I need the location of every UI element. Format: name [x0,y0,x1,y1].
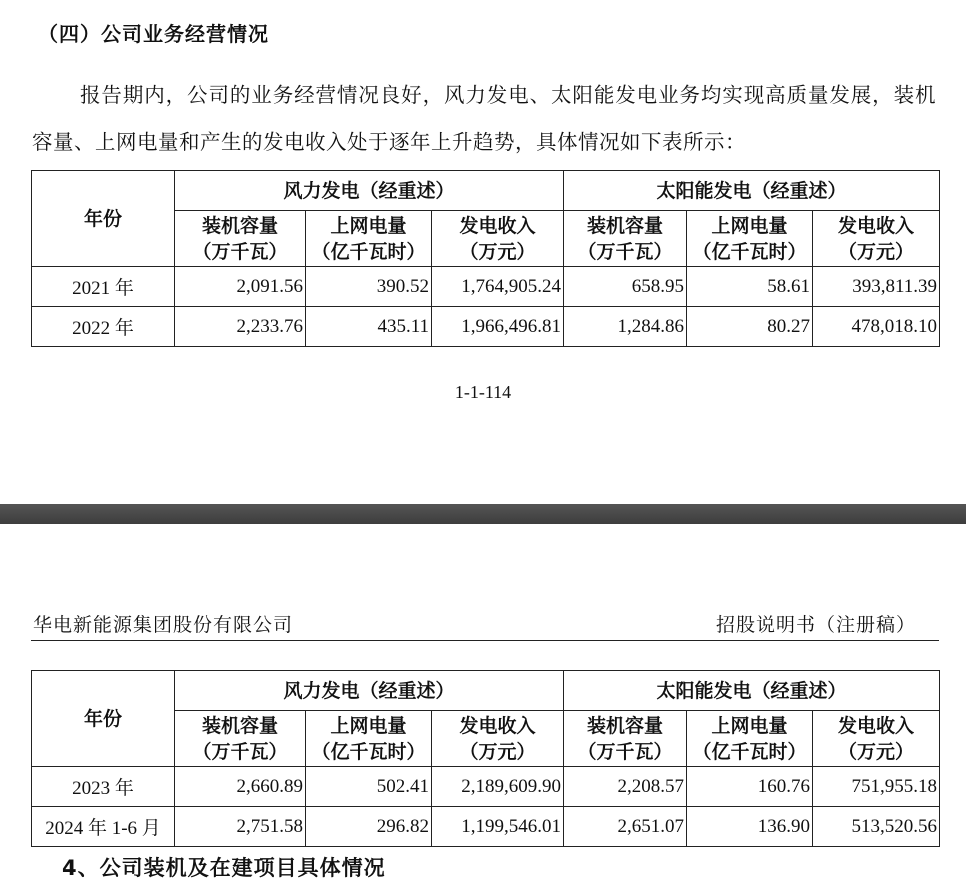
business-table-2023-2024 [31,670,940,847]
wind-grid-cell: 390.52 [306,267,432,307]
wind-capacity-cell: 2,091.56 [175,267,306,307]
solar-grid-cell: 160.76 [687,767,813,807]
solar-revenue-cell: 513,520.56 [813,807,940,847]
solar-grid-cell: 136.90 [687,807,813,847]
wind-power-header: 风力发电（经重述） [175,671,564,711]
wind-grid-cell: 502.41 [306,767,432,807]
wind-revenue-cell: 1,764,905.24 [432,267,564,307]
page-number: 1-1-114 [454,382,512,402]
solar-capacity-cell: 1,284.86 [564,307,687,347]
solar-revenue-cell: 478,018.10 [813,307,940,347]
table-row [32,807,940,847]
wind-revenue-cell: 1,966,496.81 [432,307,564,347]
table-row [32,767,940,807]
business-table-2021-2022 [31,170,940,347]
solar-capacity-header: 装机容量 （万千瓦） [564,211,687,267]
wind-revenue-cell: 1,199,546.01 [432,807,564,847]
solar-revenue-header: 发电收入 （万元） [813,211,940,267]
wind-capacity-cell: 2,233.76 [175,307,306,347]
year-header: 年份 [32,171,175,267]
year-cell: 2024 年 1-6 月 [32,807,175,847]
solar-capacity-cell: 2,651.07 [564,807,687,847]
solar-revenue-cell: 751,955.18 [813,767,940,807]
year-header: 年份 [32,671,175,767]
wind-grid-cell: 296.82 [306,807,432,847]
wind-capacity-header: 装机容量 （万千瓦） [175,211,306,267]
wind-capacity-cell: 2,751.58 [175,807,306,847]
section-heading: （四）公司业务经营情况 [38,22,269,46]
solar-power-header: 太阳能发电（经重述） [564,671,940,711]
solar-grid-cell: 80.27 [687,307,813,347]
solar-grid-cell: 58.61 [687,267,813,307]
page-divider [0,504,966,524]
company-name-header: 华电新能源集团股份有限公司 [33,614,294,636]
solar-power-header: 太阳能发电（经重述） [564,171,940,211]
year-cell: 2023 年 [32,767,175,807]
wind-grid-cell: 435.11 [306,307,432,347]
solar-grid-header: 上网电量 （亿千瓦时） [687,211,813,267]
solar-capacity-cell: 2,208.57 [564,767,687,807]
header-rule [31,640,939,641]
table-row [32,307,940,347]
wind-grid-header: 上网电量 （亿千瓦时） [306,211,432,267]
solar-capacity-header: 装机容量 （万千瓦） [564,711,687,767]
table-row [32,267,940,307]
year-cell: 2022 年 [32,307,175,347]
solar-revenue-cell: 393,811.39 [813,267,940,307]
wind-revenue-cell: 2,189,609.90 [432,767,564,807]
wind-revenue-header: 发电收入 （万元） [432,211,564,267]
year-cell: 2021 年 [32,267,175,307]
solar-grid-header: 上网电量 （亿千瓦时） [687,711,813,767]
next-section-heading: 4、公司装机及在建项目具体情况 [62,856,386,880]
solar-revenue-header: 发电收入 （万元） [813,711,940,767]
wind-capacity-cell: 2,660.89 [175,767,306,807]
wind-power-header: 风力发电（经重述） [175,171,564,211]
solar-capacity-cell: 658.95 [564,267,687,307]
wind-revenue-header: 发电收入 （万元） [432,711,564,767]
wind-grid-header: 上网电量 （亿千瓦时） [306,711,432,767]
intro-paragraph: 报告期内，公司的业务经营情况良好，风力发电、太阳能发电业务均实现高质量发展，装机容量、上网电量和产生的发电收入处于逐年上升趋势，具体情况如下表所示： [32,83,936,154]
document-type-header: 招股说明书（注册稿） [715,614,916,636]
wind-capacity-header: 装机容量 （万千瓦） [175,711,306,767]
